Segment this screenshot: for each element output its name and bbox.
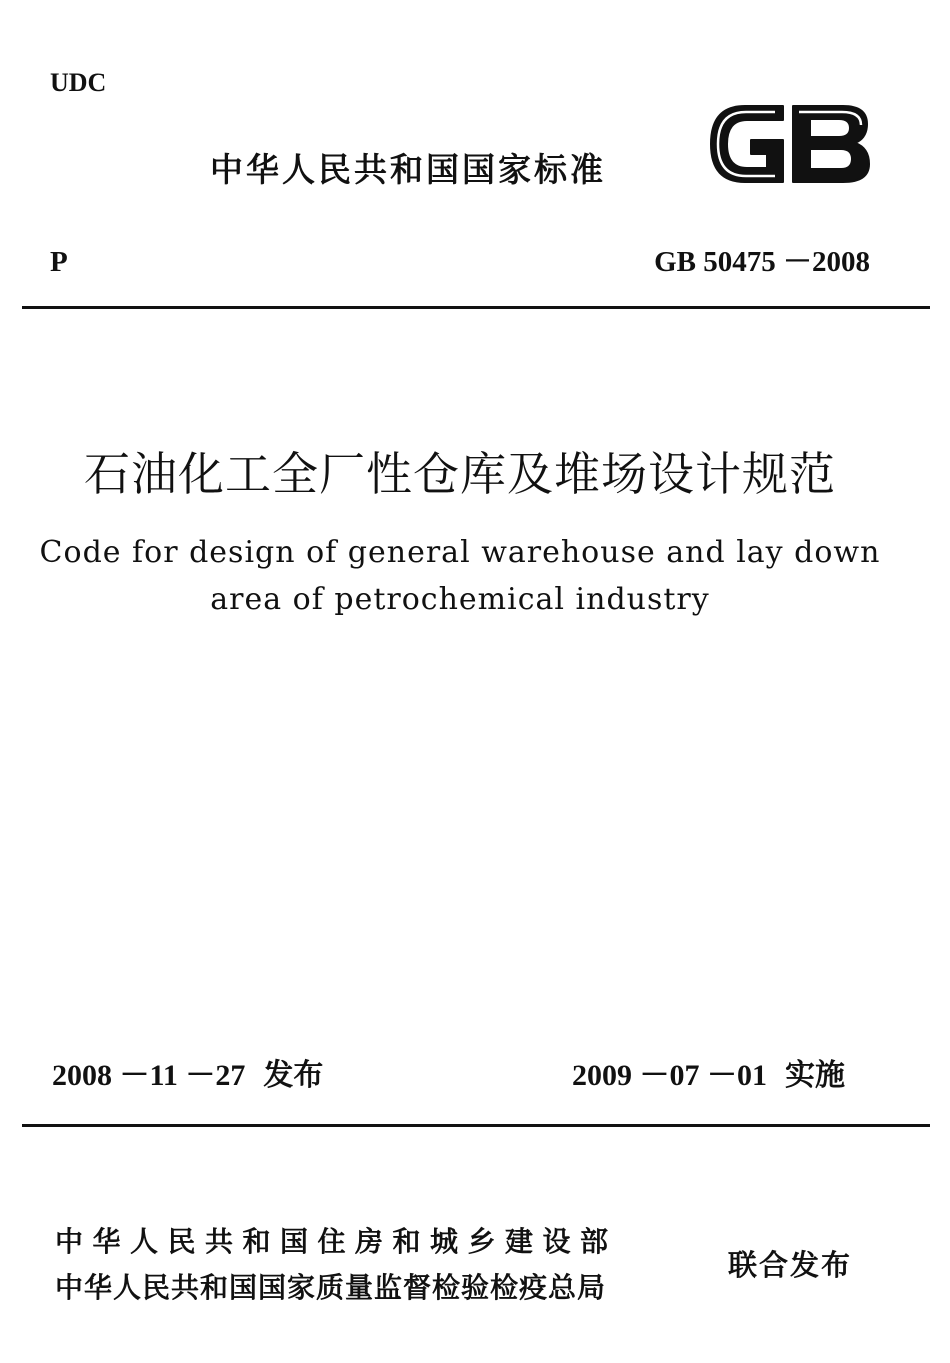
- bottom-divider: [22, 1124, 930, 1127]
- standard-number: GB 50475 －2008: [654, 246, 870, 278]
- issuer-ministry: 中华人民共和国住房和城乡建设部: [55, 1225, 618, 1258]
- top-divider: [22, 306, 930, 309]
- udc-label: UDC: [50, 68, 107, 97]
- implement-label: 实施: [785, 1058, 845, 1093]
- publish-date-block: [52, 1056, 323, 1096]
- classification-code: P: [50, 246, 68, 278]
- title-chinese: 石油化工全厂性仓库及堆场设计规范: [84, 447, 836, 501]
- implement-date-block: [572, 1056, 845, 1096]
- title-english-line2: area of petrochemical industry: [210, 582, 710, 617]
- title-english-line1: Code for design of general warehouse and lay down: [39, 535, 881, 570]
- publish-label: 发布: [263, 1058, 324, 1093]
- publish-date: 2008 －11 －27: [52, 1059, 246, 1092]
- joint-issue-label: 联合发布: [728, 1248, 853, 1282]
- implement-date: 2009 －07 －01: [572, 1059, 767, 1092]
- issuer-aqsiq: 中华人民共和国国家质量监督检验检疫总局: [55, 1271, 607, 1304]
- national-standard-heading: 中华人民共和国国家标准: [210, 150, 606, 189]
- gb-logo: [705, 100, 873, 188]
